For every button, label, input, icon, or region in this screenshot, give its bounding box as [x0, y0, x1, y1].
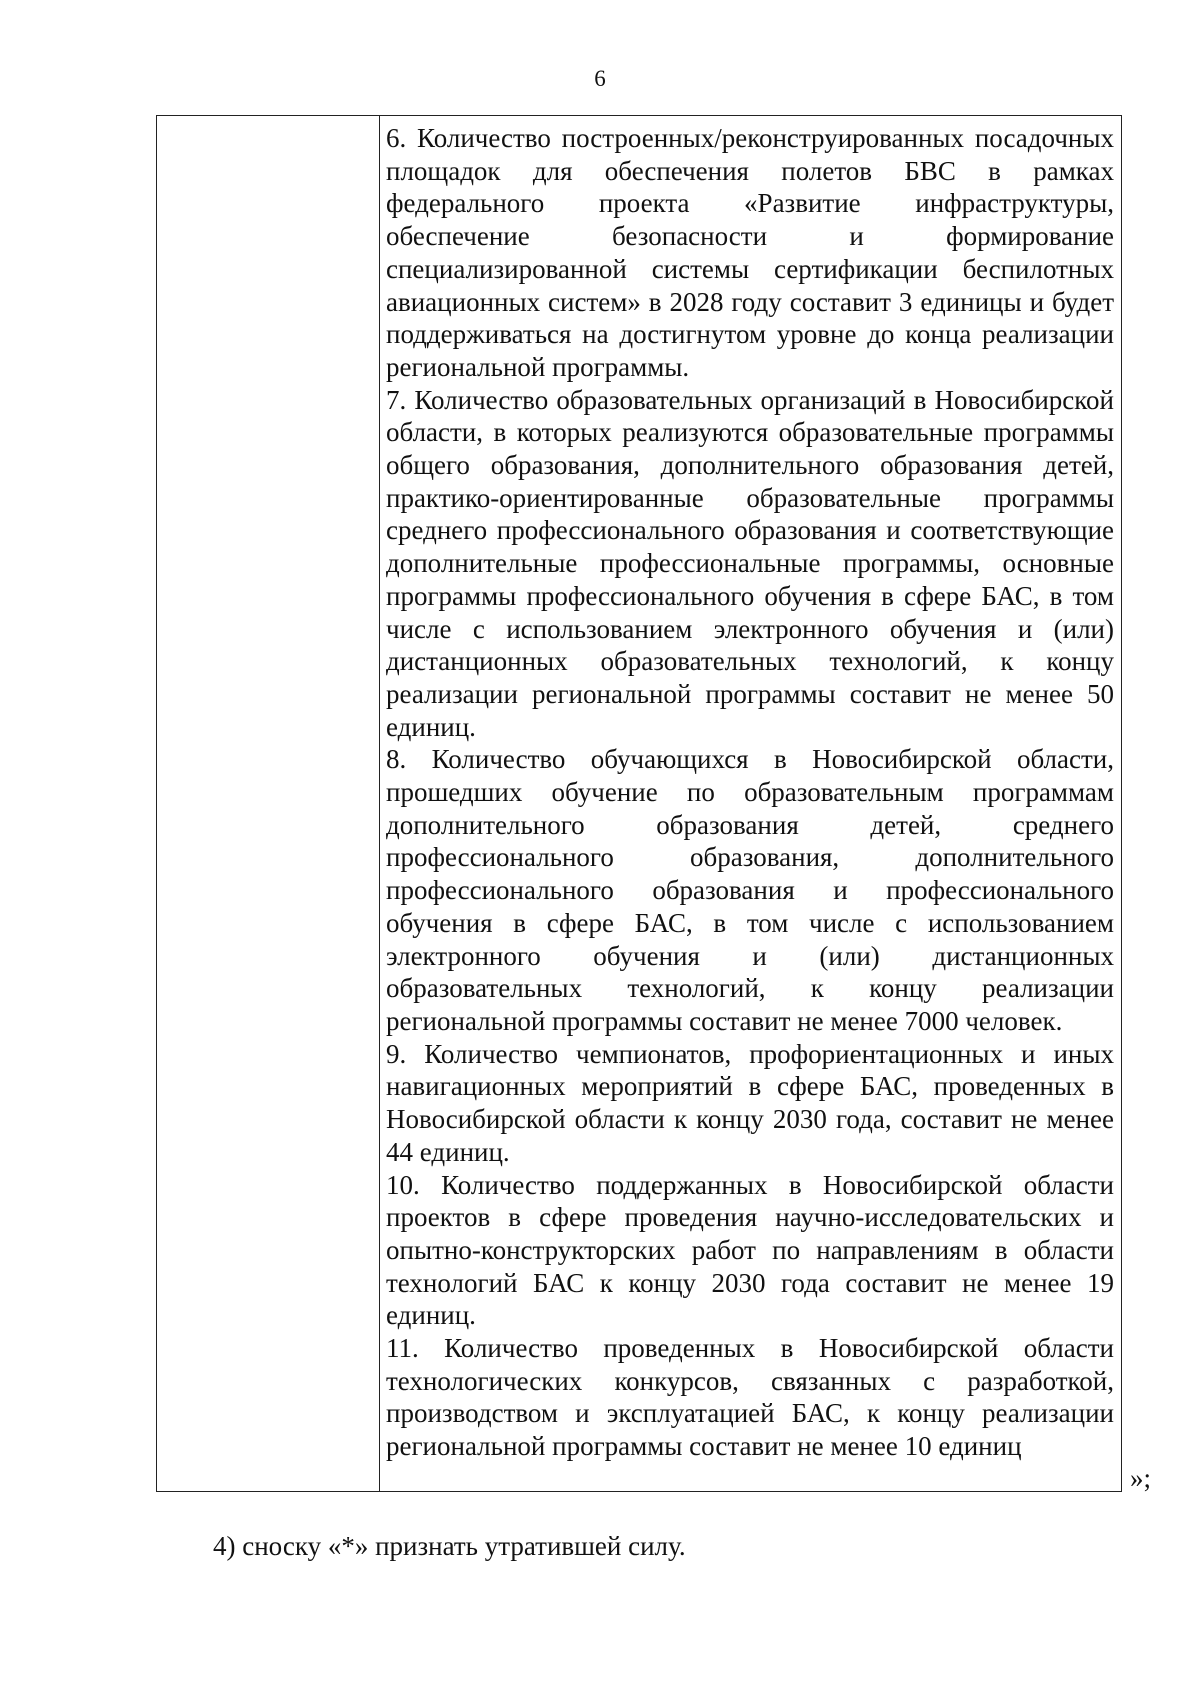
page-number: 6 — [594, 66, 606, 91]
indicator-item-6: 6. Количество построенных/реконструированных посадочных площадок для обеспечения полетов БВС в рамках федерального проекта «Развитие инфраструктуры, обеспечение безопасности и формирование специализированной системы сертификации беспилотных авиационных систем» в 2028 году составит 3 единицы и будет поддерживаться на достигнутом уровне до конца реализации региональной программы. — [386, 123, 1114, 382]
column-divider — [379, 116, 380, 1491]
closing-quote-mark: »; — [1130, 1463, 1152, 1493]
footnote-instruction: 4) сноску «*» признать утратившей силу. — [213, 1531, 686, 1561]
indicators-table — [156, 115, 1122, 1492]
indicator-item-8: 8. Количество обучающихся в Новосибирской области, прошедших обучение по образовательным программам дополнительного образования детей, среднего профессионального образования, дополнительного профессионального образования и профессионального обучения в сфере БАС, в том числе с использованием электронного обучения и (или) дистанционных образовательных технологий, к концу реализации региональной программы составит не менее 7000 человек. — [386, 744, 1114, 1036]
indicator-item-7: 7. Количество образовательных организаций в Новосибирской области, в которых реализуются образовательные программы общего образования, дополнительного образования детей, практико-ориентированные образовательные программы среднего профессионального образования и соответствующие дополнительные профессиональные программы, основные программы профессионального обучения в сфере БАС, в том числе с использованием электронного обучения и (или) дистанционных образовательных технологий, к концу реализации региональной программы составит не менее 50 единиц. — [386, 384, 1114, 742]
indicators-cell — [386, 122, 1114, 1463]
indicator-item-11: 11. Количество проведенных в Новосибирской области технологических конкурсов, связанных с разработкой, производством и эксплуатацией БАС, к концу реализации региональной программы составит не менее 10 единиц — [386, 1333, 1114, 1462]
indicator-item-10: 10. Количество поддержанных в Новосибирской области проектов в сфере проведения научно-исследовательских и опытно-конструкторских работ по направлениям в области технологий БАС к концу 2030 года составит не менее 19 единиц. — [386, 1169, 1114, 1331]
indicator-item-9: 9. Количество чемпионатов, профориентационных и иных навигационных мероприятий в сфере БАС, проведенных в Новосибирской области к концу 2030 года, составит не менее 44 единиц. — [386, 1038, 1114, 1167]
